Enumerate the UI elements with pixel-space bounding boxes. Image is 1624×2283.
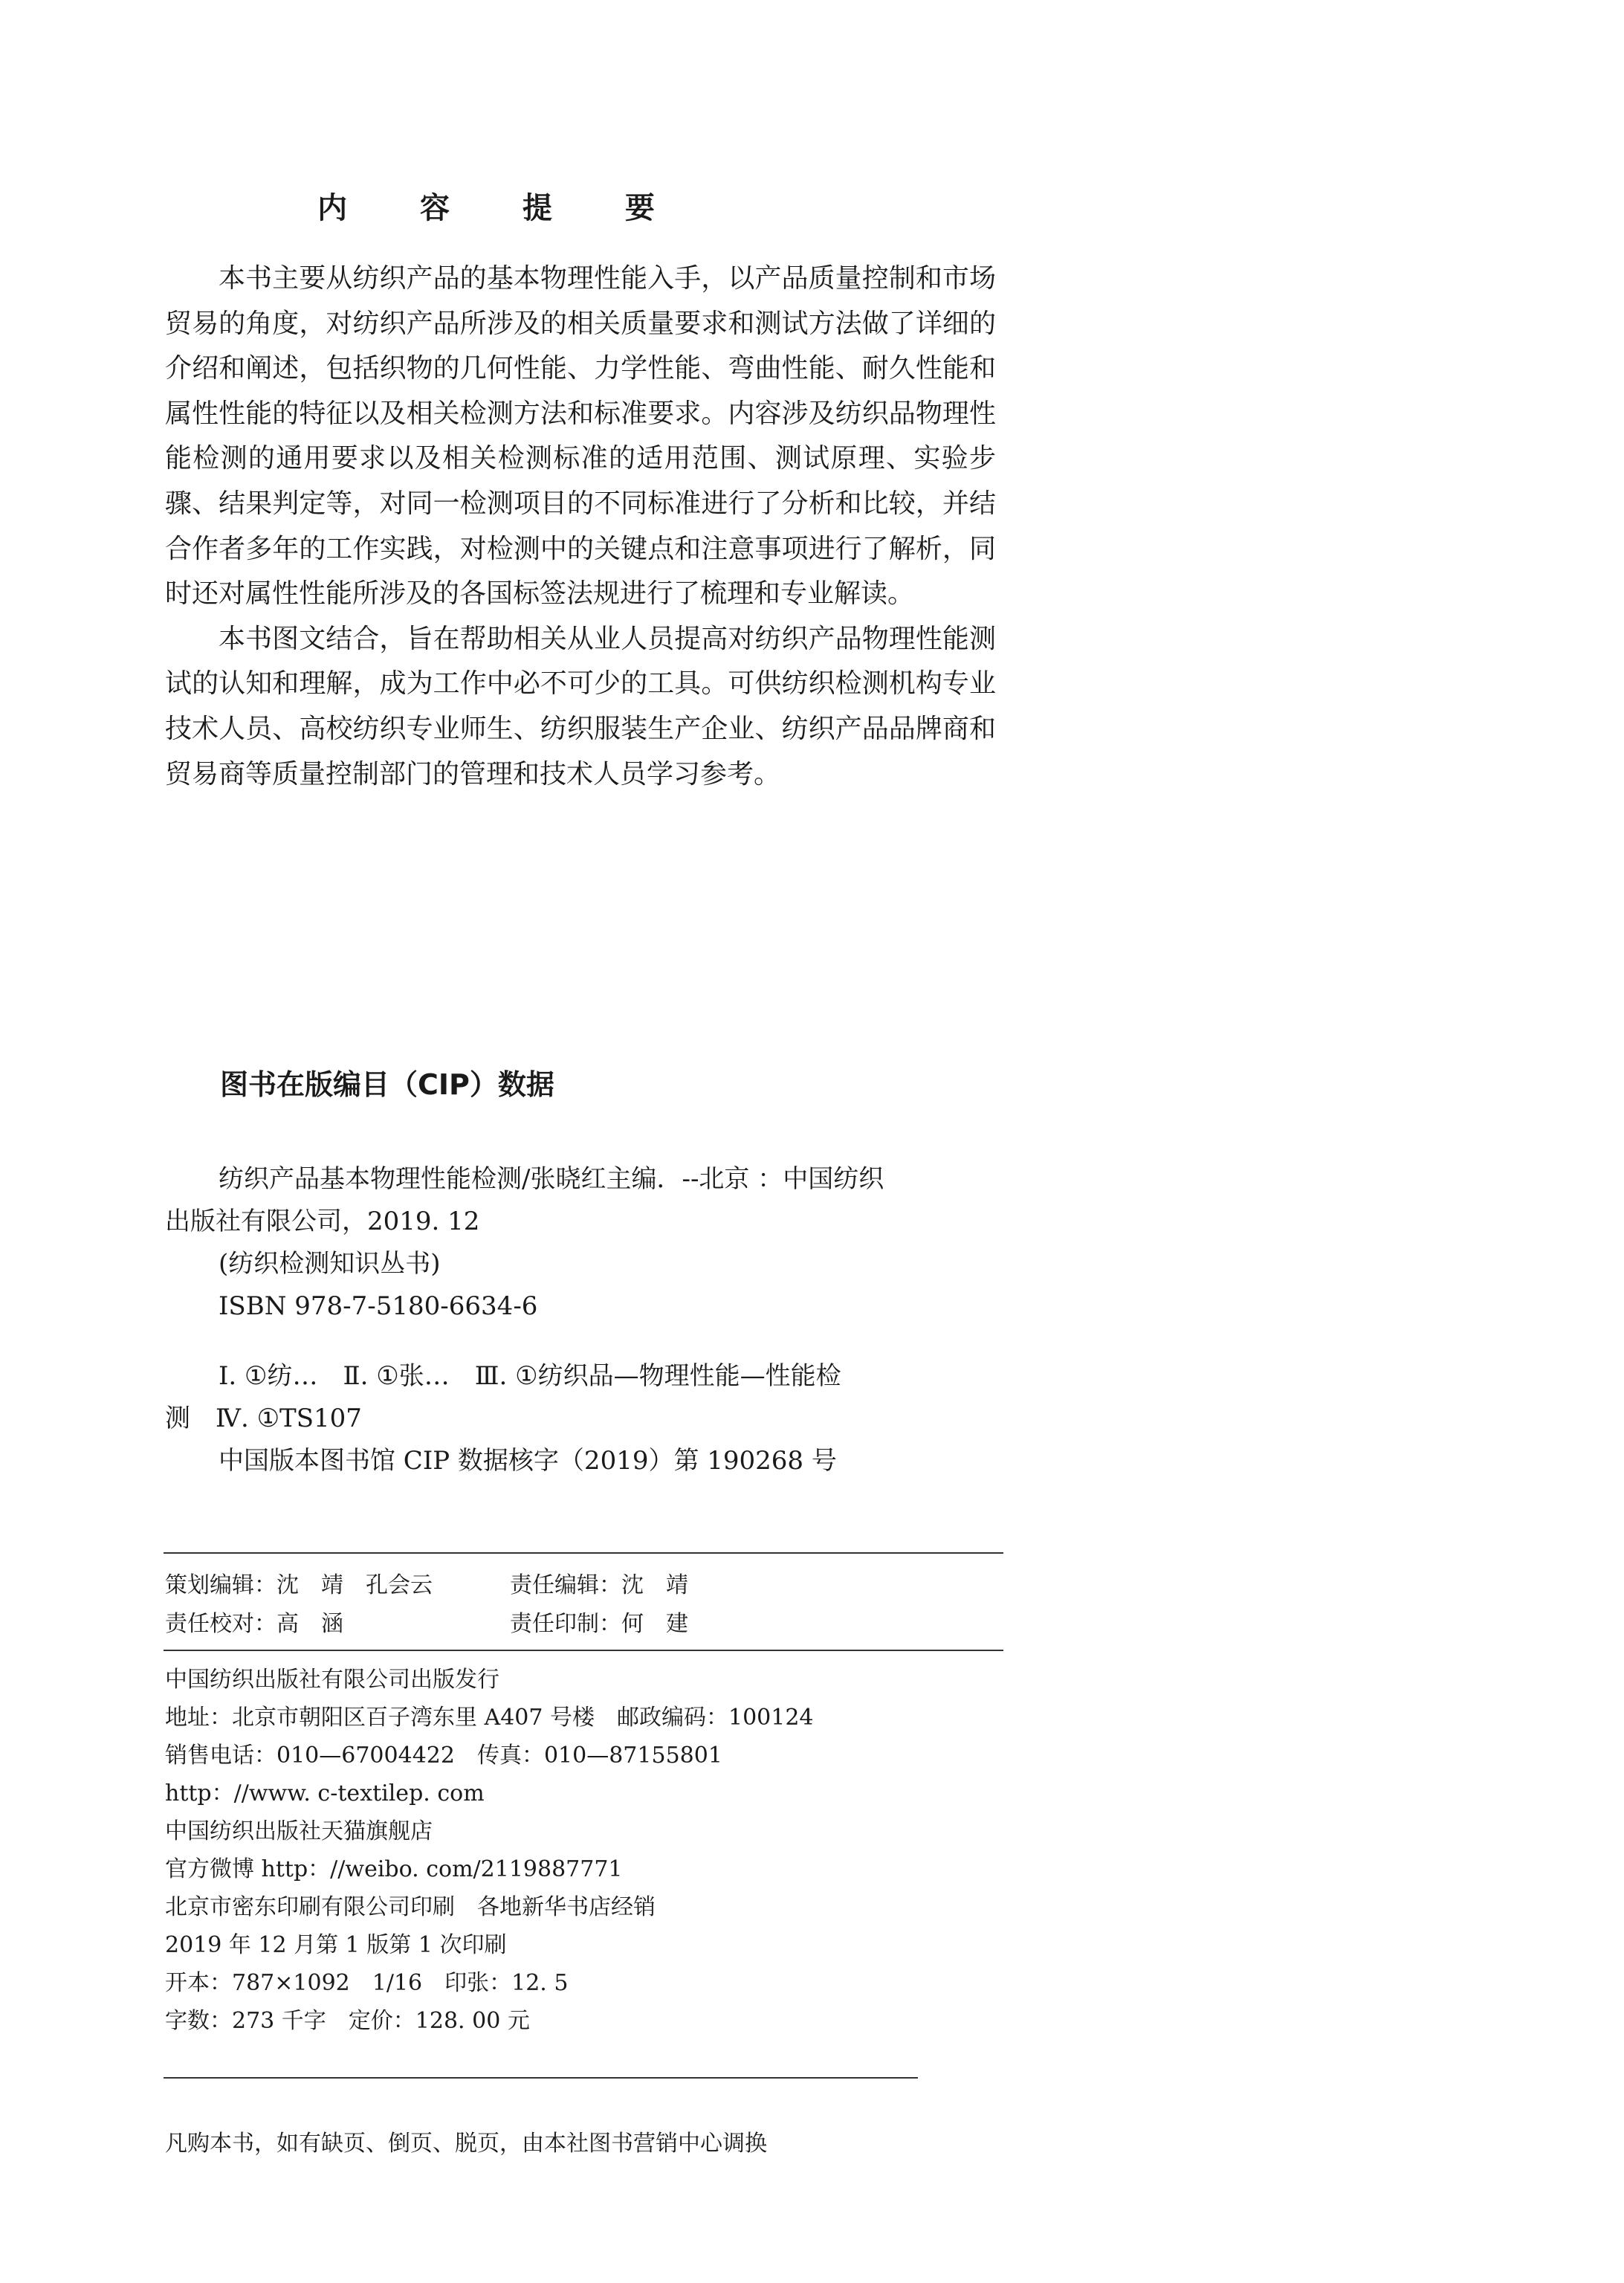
summary-paragraph-2: 本书图文结合，旨在帮助相关从业人员提高对纺织产品物理性能测试的认知和理解，成为工作中必不可少的工具。可供纺织检测机构专业技术人员、高校纺织专业师生、纺织服装生产企业、纺织产品品牌商和贸易商等质量控制部门的管理和技术人员学习参考。 [165, 623, 996, 789]
summary-title: 内 容 提 要 [317, 191, 686, 225]
price-line: 字数：273 千字 定价：128. 00 元 [165, 2008, 530, 2034]
publisher-store: 中国纺织出版社天猫旗舰店 [165, 1818, 433, 1844]
publisher-weibo: 官方微博 http：//weibo. com/2119887771 [165, 1856, 623, 1882]
publisher-website: http：//www. c-textilep. com [165, 1780, 485, 1806]
divider-bottom [164, 2077, 918, 2079]
format-line: 开本：787×1092 1/16 印张：12. 5 [165, 1970, 569, 1996]
print-supervisor: 责任印制：何 建 [510, 1611, 688, 1637]
responsible-editor: 责任编辑：沈 靖 [510, 1572, 688, 1598]
credits-row-1 [165, 1566, 688, 1605]
credits-block [165, 1566, 688, 1644]
divider-middle [164, 1650, 1003, 1651]
summary-body [165, 256, 996, 797]
publisher-line: 中国纺织出版社有限公司出版发行 [165, 1667, 499, 1693]
cip-series: (纺织检测知识丛书) [219, 1249, 441, 1279]
publisher-phone: 销售电话：010—67004422 传真：010—87155801 [165, 1743, 722, 1769]
cip-classification-line-1: Ⅰ. ①纺… Ⅱ. ①张… Ⅲ. ①纺织品—物理性能—性能检 [219, 1361, 841, 1391]
cip-title-line-2: 出版社有限公司，2019. 12 [165, 1207, 480, 1236]
publisher-block [165, 1661, 814, 2040]
cip-heading: 图书在版编目（CIP）数据 [220, 1068, 554, 1101]
printer-line: 北京市密东印刷有限公司印刷 各地新华书店经销 [165, 1894, 656, 1920]
cip-record-number: 中国版本图书馆 CIP 数据核字（2019）第 190268 号 [219, 1446, 837, 1476]
planning-editor: 策划编辑：沈 靖 孔会云 [165, 1572, 433, 1598]
summary-paragraph-1: 本书主要从纺织产品的基本物理性能入手，以产品质量控制和市场贸易的角度，对纺织产品所涉及的相关质量要求和测试方法做了详细的介绍和阐述，包括织物的几何性能、力学性能、弯曲性能、耐久性能和属性性能的特征以及相关检测方法和标准要求。内容涉及纺织品物理性能检测的通用要求以及相关检测标准的适用范围、测试原理、实验步骤、结果判定等，对同一检测项目的不同标准进行了分析和比较，并结合作者多年的工作实践，对检测中的关键点和注意事项进行了解析，同时还对属性性能所涉及的各国标签法规进行了梳理和专业解读。 [165, 263, 996, 610]
cip-spacer [165, 1328, 996, 1355]
cip-isbn: ISBN 978-7-5180-6634-6 [219, 1291, 538, 1321]
publisher-address: 地址：北京市朝阳区百子湾东里 A407 号楼 邮政编码：100124 [165, 1705, 814, 1731]
cip-classification-line-2: 测 Ⅳ. ①TS107 [165, 1404, 362, 1433]
cip-title-line-1: 纺织产品基本物理性能检测/张晓红主编．--北京 ：中国纺织 [219, 1164, 884, 1194]
credits-row-2 [165, 1605, 688, 1644]
divider-top [164, 1552, 1003, 1554]
proofreader: 责任校对：高 涵 [165, 1611, 343, 1637]
replacement-notice: 凡购本书，如有缺页、倒页、脱页，由本社图书营销中心调换 [165, 2131, 767, 2157]
edition-line: 2019 年 12 月第 1 版第 1 次印刷 [165, 1932, 507, 1958]
cip-data-block [165, 1158, 996, 1482]
